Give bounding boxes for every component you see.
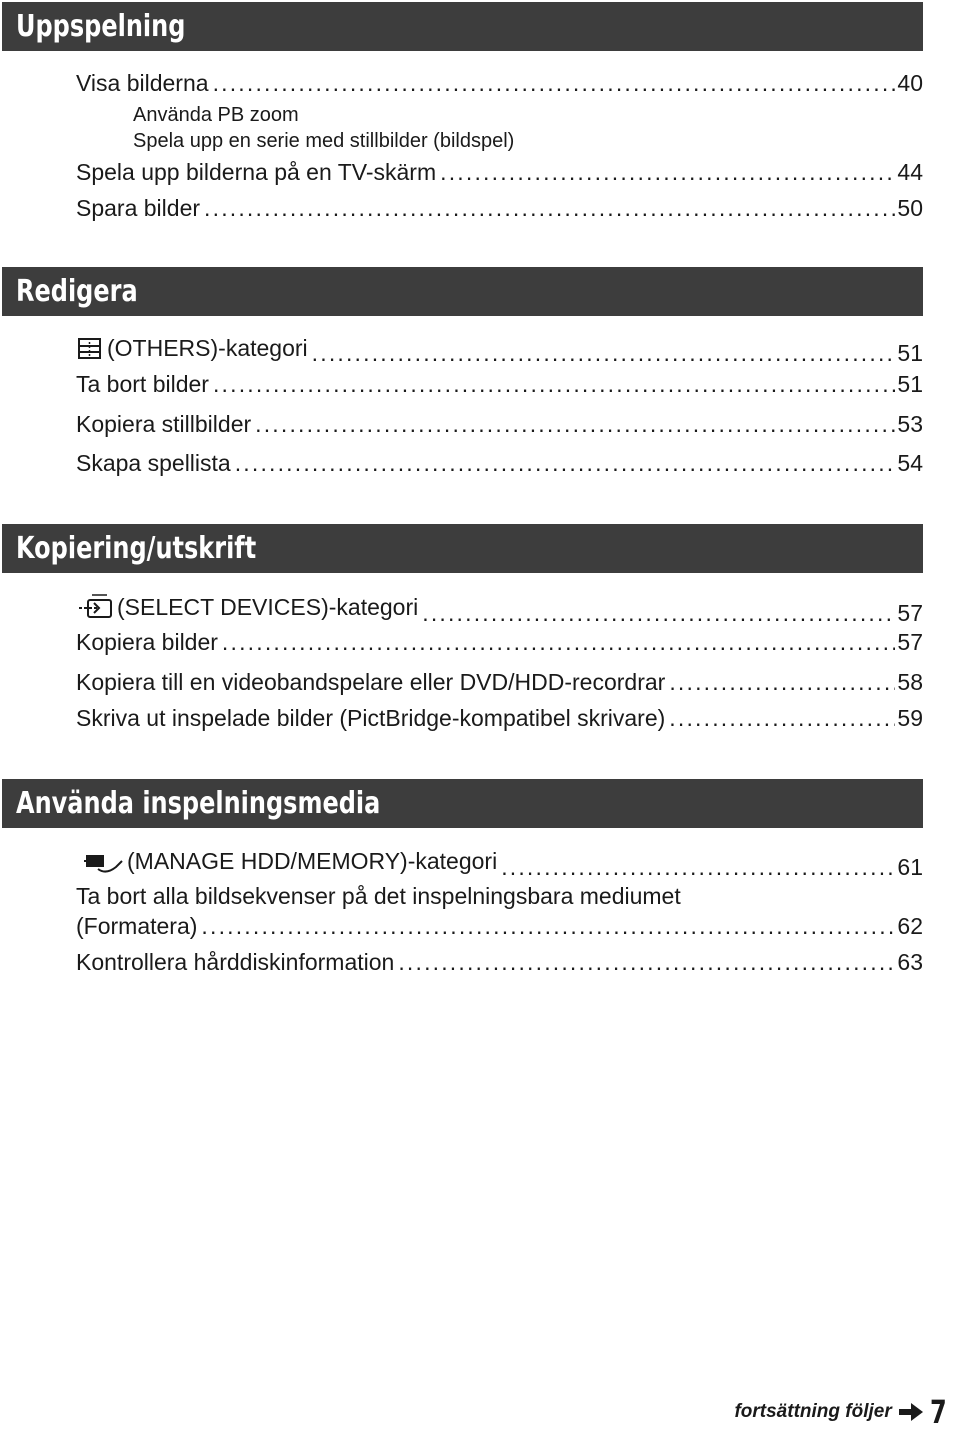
dot-leader bbox=[213, 70, 896, 97]
toc-entry-page: 59 bbox=[897, 705, 923, 731]
toc-entry-label: Ta bort bilder bbox=[76, 371, 209, 397]
section-heading: Uppspelning bbox=[16, 9, 186, 44]
section-heading: Redigera bbox=[16, 274, 138, 309]
dot-leader bbox=[312, 340, 896, 367]
toc-subentry: Spela upp en serie med stillbilder (bildspel) bbox=[133, 130, 515, 152]
dot-leader bbox=[213, 371, 895, 398]
toc-entry-page: 62 bbox=[897, 913, 923, 939]
continued-label: fortsättning följer bbox=[734, 1401, 892, 1422]
dot-leader bbox=[398, 949, 895, 976]
toc-entry-page: 50 bbox=[897, 195, 923, 221]
toc-entry-page: 58 bbox=[897, 669, 923, 695]
toc-entry-page: 51 bbox=[897, 339, 923, 366]
toc-entry-manage-hdd[interactable] bbox=[76, 847, 923, 881]
toc-entry-label: (MANAGE HDD/MEMORY)-kategori bbox=[127, 847, 498, 874]
toc-entry-label: Kopiera stillbilder bbox=[76, 411, 252, 437]
section-header-anvanda-inspelningsmedia bbox=[2, 779, 923, 828]
toc-entry-videobandspelare[interactable] bbox=[76, 669, 923, 696]
toc-entry-select-devices[interactable] bbox=[76, 593, 923, 627]
section-header-redigera bbox=[2, 267, 923, 316]
dot-leader bbox=[204, 195, 895, 222]
dot-leader bbox=[255, 411, 895, 438]
toc-entry-tv[interactable] bbox=[76, 159, 923, 186]
toc-entry-label: Kopiera bilder bbox=[76, 629, 218, 655]
select-devices-icon bbox=[76, 593, 114, 621]
toc-entry-page: 61 bbox=[897, 854, 923, 880]
manage-hdd-memory-icon bbox=[76, 847, 124, 875]
toc-entry-label: (SELECT DEVICES)-kategori bbox=[117, 593, 419, 620]
dot-leader bbox=[669, 669, 895, 696]
toc-entry-label: Spela upp bilderna på en TV-skärm bbox=[76, 159, 437, 185]
section-heading: Använda inspelningsmedia bbox=[16, 786, 381, 821]
toc-entry-page: 53 bbox=[897, 411, 923, 437]
dot-leader bbox=[669, 705, 895, 732]
toc-entry-label: Visa bilderna bbox=[76, 70, 209, 96]
section-header-kopiering-utskrift bbox=[2, 524, 923, 573]
toc-entry-kopiera-stillbilder[interactable] bbox=[76, 411, 923, 438]
toc-entry-label: (Formatera) bbox=[76, 913, 198, 939]
toc-entry-ta-bort-bilder[interactable] bbox=[76, 371, 923, 398]
toc-entry-harddiskinformation[interactable] bbox=[76, 949, 923, 976]
toc-entry-formatera[interactable] bbox=[76, 913, 923, 940]
toc-entry-label: Kontrollera hårddiskinformation bbox=[76, 949, 395, 975]
toc-entry-visa-bilderna[interactable] bbox=[76, 70, 923, 97]
toc-entry-page: 63 bbox=[897, 949, 923, 975]
section-heading: Kopiering/utskrift bbox=[16, 531, 257, 566]
toc-entry-page: 51 bbox=[897, 371, 923, 397]
page-number: 7 bbox=[929, 1393, 947, 1431]
toc-entry-page: 57 bbox=[897, 600, 923, 626]
toc-entry-label: Skapa spellista bbox=[76, 450, 231, 476]
toc-entry-label-line: Ta bort alla bildsekvenser på det inspelningsbara mediumet bbox=[76, 883, 681, 909]
toc-entry-others[interactable] bbox=[76, 335, 923, 367]
toc-entry-page: 57 bbox=[897, 629, 923, 655]
toc-entry-label: Kopiera till en videobandspelare eller DVD/HDD-recordrar bbox=[76, 669, 666, 695]
toc-entry-skriva-ut[interactable] bbox=[76, 705, 923, 732]
page-footer bbox=[734, 1393, 952, 1431]
toc-entry-skapa-spellista[interactable] bbox=[76, 450, 923, 477]
dot-leader bbox=[501, 854, 895, 881]
dot-leader bbox=[422, 600, 895, 627]
toc-entry-page: 44 bbox=[897, 159, 923, 185]
dot-leader bbox=[222, 629, 895, 656]
toc-entry-spara-bilder[interactable] bbox=[76, 195, 923, 222]
toc-entry-label: Skriva ut inspelade bilder (PictBridge-kompatibel skrivare) bbox=[76, 705, 666, 731]
dot-leader bbox=[235, 450, 896, 477]
toc-entry-page: 54 bbox=[897, 450, 923, 476]
dot-leader bbox=[440, 159, 895, 186]
toc-entry-page: 40 bbox=[897, 70, 923, 96]
others-category-icon bbox=[76, 337, 104, 361]
toc-entry-label: (OTHERS)-kategori bbox=[107, 335, 308, 361]
dot-leader bbox=[201, 913, 895, 940]
toc-entry-kopiera-bilder[interactable] bbox=[76, 629, 923, 656]
toc-entry-label: Spara bilder bbox=[76, 195, 201, 221]
section-header-uppspelning bbox=[2, 2, 923, 51]
toc-subentry: Använda PB zoom bbox=[133, 104, 299, 126]
right-arrow-icon bbox=[898, 1402, 924, 1422]
